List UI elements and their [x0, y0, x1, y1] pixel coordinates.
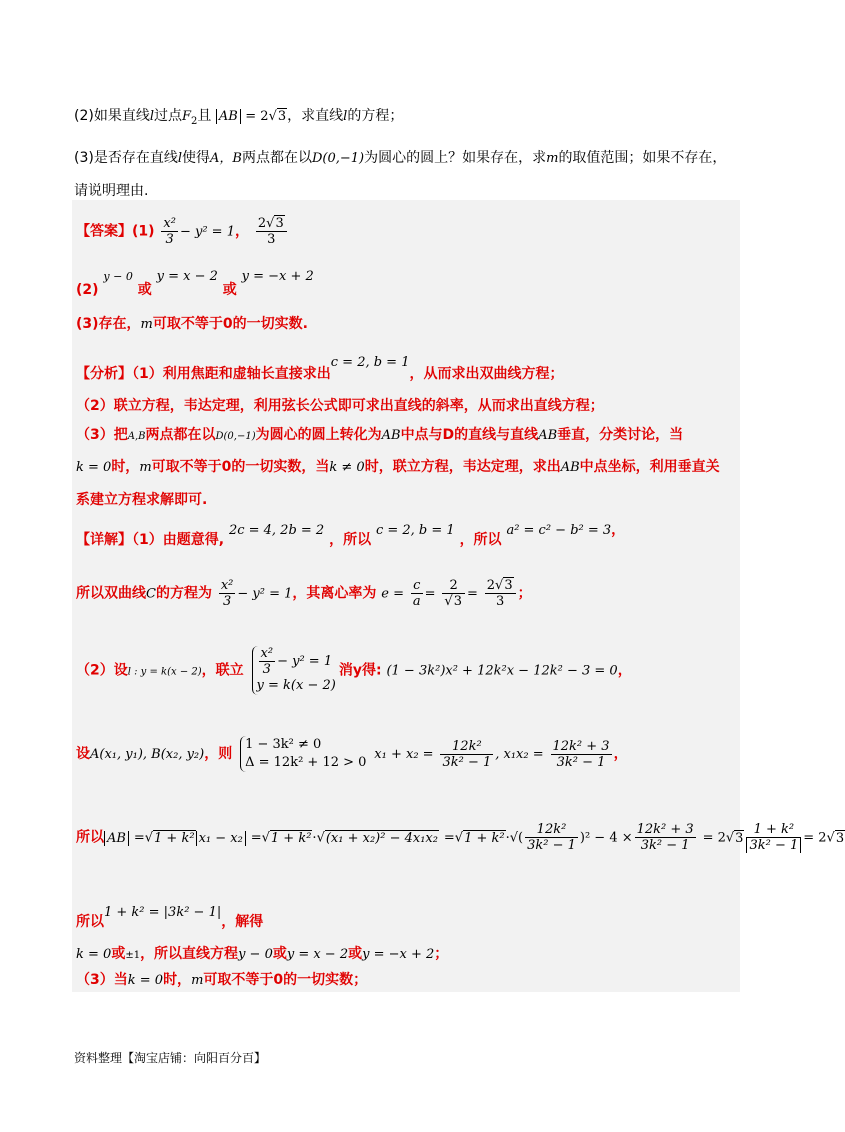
q3-text-e: 的取值范围；如果不存在， [558, 150, 727, 166]
analysis-line-4: k = 0时，m可取不等于0的一切实数，当k ≠ 0时，联立方程，韦达定理，求出AB中点坐标，利用垂直关 [76, 459, 720, 475]
q3-math-l: l [177, 151, 183, 166]
answer-line-3 [76, 314, 308, 335]
page-footer: 资料整理【淘宝店铺：向阳百分百】 [74, 1051, 267, 1065]
p2-conditions: 1 − 3k² ≠ 0 Δ = 12k² + 12 > 0 [240, 736, 366, 772]
q2-math-ab: AB [216, 109, 241, 124]
q2-text-a: (2)如果直线 [74, 108, 150, 124]
q2-math-l: l [149, 109, 155, 124]
detail-c2: c = 2, b = 1 [375, 523, 455, 538]
detail-p2-line-2: 设A(x₁, y₁), B(x₂, y₂)，则 1 − 3k² ≠ 0 Δ = 12k² + 12 > 0 x₁ + x₂ = $\frac{\text{12k²}}{\text{3k² − 1}}$ , x₁x₂ = $\frac{\text{12k² + 3}}{\text{3k² − 1}}$ ， [76, 737, 628, 770]
q3-text-c: 两点都在以 [241, 150, 312, 166]
analysis-line-3: （3）把A,B两点都在以D(0,−1)为圆心的圆上转化为AB中点与D的直线与直线AB垂直，分类讨论，当 [76, 427, 684, 443]
analysis-cb: c = 2, b = 1 [330, 355, 410, 370]
q3-math-ab: A，B [210, 151, 242, 166]
answer-line-ynx2: y = −x + 2 [241, 269, 314, 284]
solve-eq: 1 + k² = |3k² − 1| [104, 905, 222, 920]
chord-line: 所以 AB =√1 + k² x₁ − x₂ =√1 + k²·√(x₁ + x₂)² − 4x₁x₂ =√1 + k²·√( $\frac{\text{12k²}}{\text{3k² − 1}}$ )² − 4 × $\frac{\text{12k² + 3}}{\text{3k² − 1}}$ = 2√3 $\frac{\text{1 + k²}}{\text{3k² − 1}}$ = 2√3 [76, 822, 845, 853]
detail-p2-line-1: （2）设l : y = k(x − 2)，联立 $\frac{\text{x²}}{3}$ − y² = 1 y = k(x − 2) 消y得: (1 − 3k²)x² + 12k²x − 12k² − 3 = 0， [76, 646, 632, 693]
q2-math-l2: l [343, 109, 348, 124]
q3-math-d: D(0,−1) [311, 151, 365, 166]
q2-text-c: 且 [197, 108, 212, 124]
answer-p3-text-b: 可取不等于0的一切实数. [152, 316, 308, 332]
answer-sep: ， [234, 223, 249, 240]
solve-line: 所以1 + k² = |3k² − 1|，解得 [76, 905, 264, 930]
q2-text-d: ，求直线 [287, 108, 344, 124]
answer-label: 【答案】(1) [76, 223, 155, 240]
q2-math-eq: = 2 [245, 109, 269, 124]
question-3 [74, 148, 726, 169]
q2-math-sqrt3: 3 [277, 109, 287, 124]
answer-ecc-frac: $\frac{2√3}{3}$ [256, 216, 287, 247]
answer-p2-label: (2) [76, 282, 99, 298]
q2-text-b: 过点 [154, 108, 183, 124]
answer-eq-rest: − y² = 1 [179, 224, 235, 240]
detail-line-1: 【详解】（1）由题意得, 2c = 4, 2b = 2 ，所以 c = 2, b = 1 ，所以 a² = c² − b² = 3， [76, 522, 626, 548]
answer-line-yx2: y = x − 2 [156, 269, 218, 284]
analysis-line-5: 系建立方程求解即可. [76, 492, 208, 508]
answer-p3-text: (3)存在， [76, 316, 141, 332]
detail-p3-line: （3）当k = 0时，m可取不等于0的一切实数； [76, 972, 368, 988]
question-2: (2)如果直线l过点$F_2$且 AB = 2√3，求直线l的方程； [74, 108, 404, 127]
answer-or-2: 或 [222, 282, 237, 298]
answer-y0: y − 0 [103, 270, 133, 283]
p2-system: $\frac{\text{x²}}{3}$ − y² = 1 y = k(x − 2) [252, 646, 336, 695]
answer-frac-x2-3: $\frac{\text{x²}}{3}$ [163, 216, 176, 247]
q3-math-m: m [546, 151, 559, 166]
detail-line-2: 所以双曲线C的方程为 $\frac{\text{x²}}{3}$ − y² = 1，其离心率为 e = $\frac{c}{a}$ = $\frac{2}{√3}$ = $\frac{2√3}{3}$ ； [76, 578, 532, 609]
q3-text-b: 使得 [182, 150, 211, 166]
p2-quadratic: (1 − 3k²)x² + 12k²x − 12k² − 3 = 0 [386, 663, 618, 679]
question-3-line2: 请说明理由. [74, 183, 149, 199]
q3-text-a: (3)是否存在直线 [74, 150, 178, 166]
detail-c1: 2c = 4, 2b = 2 [228, 523, 325, 538]
q2-math-f: F [182, 109, 192, 124]
q3-text-d: 为圆心的圆上？如果存在，求 [364, 150, 547, 166]
q2-text-e: 的方程； [347, 108, 404, 124]
analysis-line-2: （2）联立方程，韦达定理，利用弦长公式即可求出直线的斜率，从而求出直线方程； [76, 398, 604, 414]
solve-result-line: k = 0或±1，所以直线方程y − 0或y = x − 2或y = −x + 2； [76, 946, 449, 962]
analysis-l1b: ，从而求出双曲线方程； [409, 366, 564, 382]
analysis-label: 【分析】（1）利用焦距和虚轴长直接求出 [76, 366, 331, 382]
analysis-line-1 [76, 352, 564, 382]
answer-line-2 [76, 266, 314, 298]
detail-c3: a² = c² − b² = 3 [506, 523, 612, 538]
answer-or-1: 或 [137, 282, 152, 298]
answer-m: m [140, 317, 153, 332]
answer-line-1 [76, 216, 289, 247]
q2-math-f-sub: 2 [191, 115, 198, 127]
